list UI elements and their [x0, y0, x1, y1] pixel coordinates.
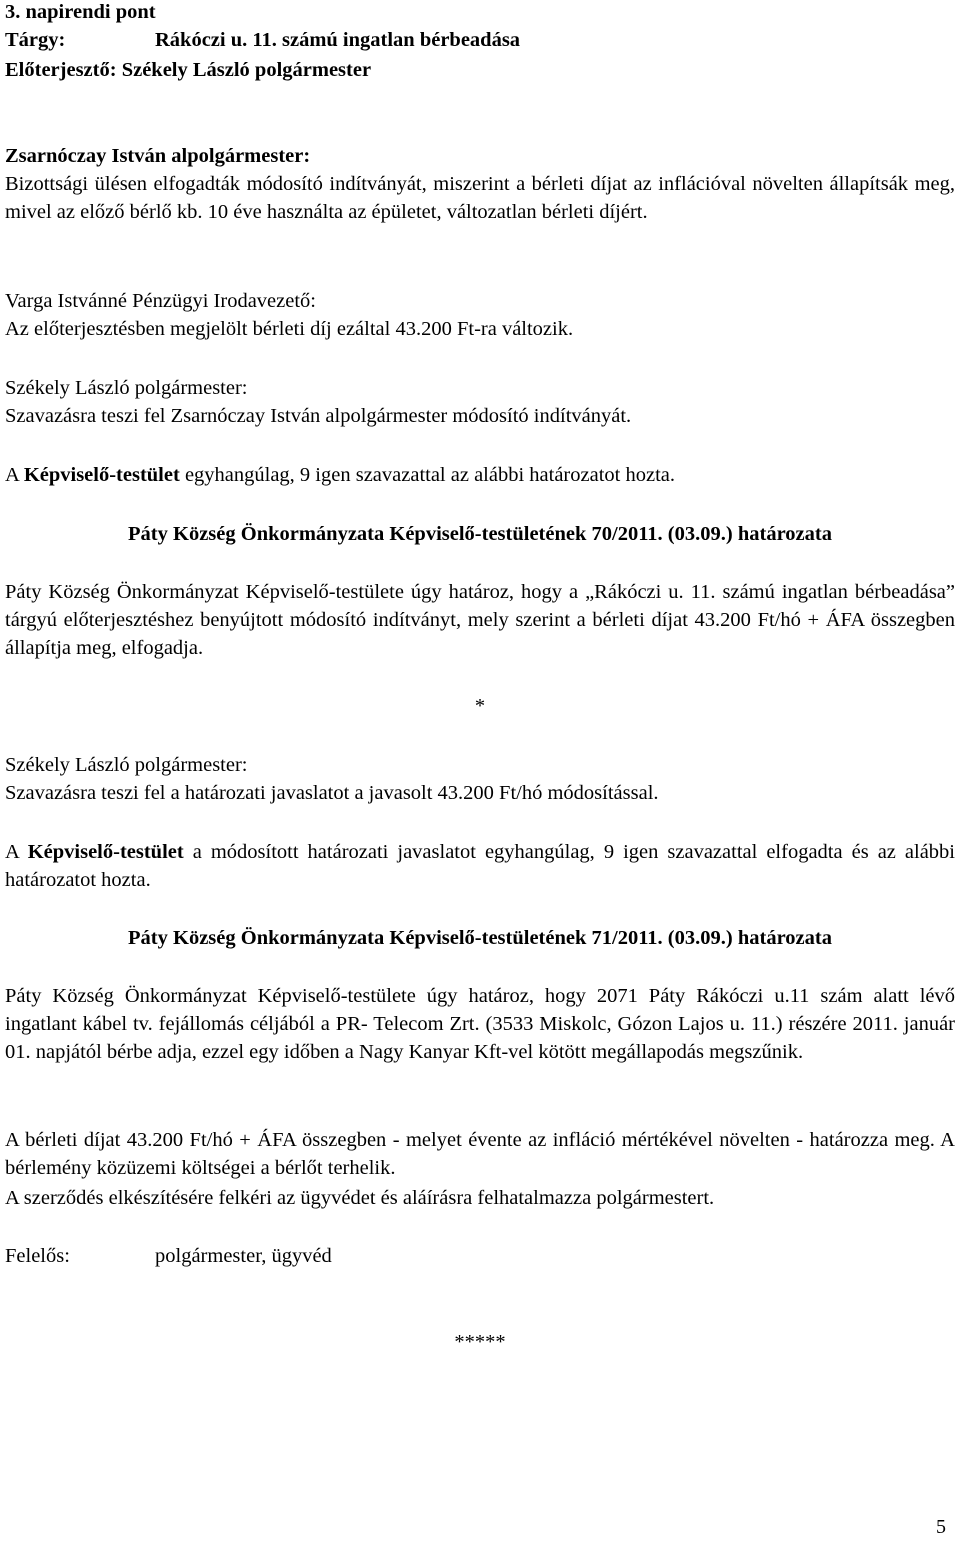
resolution-70-title: Páty Község Önkormányzata Képviselő-testületének 70/2011. (03.09.) határozata	[128, 523, 832, 545]
separator-stars: *****	[454, 1331, 506, 1353]
vote1-prefix: A	[5, 464, 24, 486]
presenter-line	[5, 56, 955, 84]
vote-statement-2	[5, 838, 955, 894]
resolution-70-text: Páty Község Önkormányzat Képviselő-testülete úgy határoz, hogy a „Rákóczi u. 11. számú ingatlan bérbeadása” tárgyú előterjesztéshez benyújtott módosító indítványt, mely szerint a bérleti díjat 43.200 Ft/hó + ÁFA összegben állapítja meg, elfogadja.	[5, 581, 955, 659]
vote1-body: Képviselő-testület	[23, 464, 180, 486]
agenda-item: 3. napirendi pont	[5, 1, 156, 23]
speech-zsarnoczay: Bizottsági ülésen elfogadták módosító indítványát, miszerint a bérleti díjat az inflációval növelten állapítsák meg, mivel az előző bérlő kb. 10 éve használta az épületet, változatlan bérleti díjért.	[5, 173, 955, 223]
presenter-label: Előterjesztő:	[5, 59, 117, 81]
speech-szekely-2: Szavazásra teszi fel a határozati javaslatot a javasolt 43.200 Ft/hó módosítással.	[5, 782, 659, 804]
subject-text: Rákóczi u. 11. számú ingatlan bérbeadása	[155, 29, 521, 51]
speaker-varga: Varga Istvánné Pénzügyi Irodavezető:	[5, 290, 316, 312]
speech-szekely-1: Szavazásra teszi fel Zsarnóczay István alpolgármester módosító indítványát.	[5, 405, 632, 427]
subject-label: Tárgy:	[5, 29, 66, 51]
responsible-label: Felelős:	[5, 1245, 70, 1267]
vote-statement-1	[5, 461, 955, 489]
resolution-71-text: Páty Község Önkormányzat Képviselő-testülete úgy határoz, hogy 2071 Páty Rákóczi u.11 szám alatt lévő ingatlant kábel tv. fejállomás céljából a PR- Telecom Zrt. (3533 Miskolc, Gózon Lajos u. 11.) részére 2011. január 01. napjától bérbe adja, ezzel egy időben a Nagy Kanyar Kft-vel kötött megállapodás megszűnik.	[5, 985, 955, 1063]
vote1-rest: egyhangúlag, 9 igen szavazattal az alábbi határozatot hozta.	[179, 464, 675, 486]
presenter-name: Székely László polgármester	[121, 59, 372, 81]
responsible-line	[5, 1242, 955, 1270]
speech-varga: Az előterjesztésben megjelölt bérleti díj ezáltal 43.200 Ft-ra változik.	[5, 318, 574, 340]
resolution-71-fee: A bérleti díjat 43.200 Ft/hó + ÁFA összegben - melyet évente az infláció mértékével növelten - határozza meg. A bérlemény közüzemi költségei a bérlőt terhelik.	[5, 1129, 955, 1179]
vote2-prefix: A	[5, 841, 28, 863]
subject-line	[5, 26, 955, 54]
resolution-71-title: Páty Község Önkormányzata Képviselő-testületének 71/2011. (03.09.) határozata	[128, 927, 832, 949]
speaker-szekely-1: Székely László polgármester:	[5, 377, 248, 399]
vote2-body: Képviselő-testület	[27, 841, 184, 863]
separator-star: *	[474, 695, 486, 717]
speaker-zsarnoczay: Zsarnóczay István alpolgármester:	[5, 145, 311, 167]
speaker-szekely-2: Székely László polgármester:	[5, 754, 248, 776]
resolution-71-contract: A szerződés elkészítésére felkéri az ügyvédet és aláírásra felhatalmazza polgármestert.	[5, 1187, 715, 1209]
responsible-value: polgármester, ügyvéd	[155, 1245, 332, 1267]
page-number: 5	[936, 1516, 946, 1538]
vote2-rest: a módosított határozati javaslatot egyhangúlag, 9 igen szavazattal elfogadta és az alábbi határozatot hozta.	[5, 841, 955, 891]
